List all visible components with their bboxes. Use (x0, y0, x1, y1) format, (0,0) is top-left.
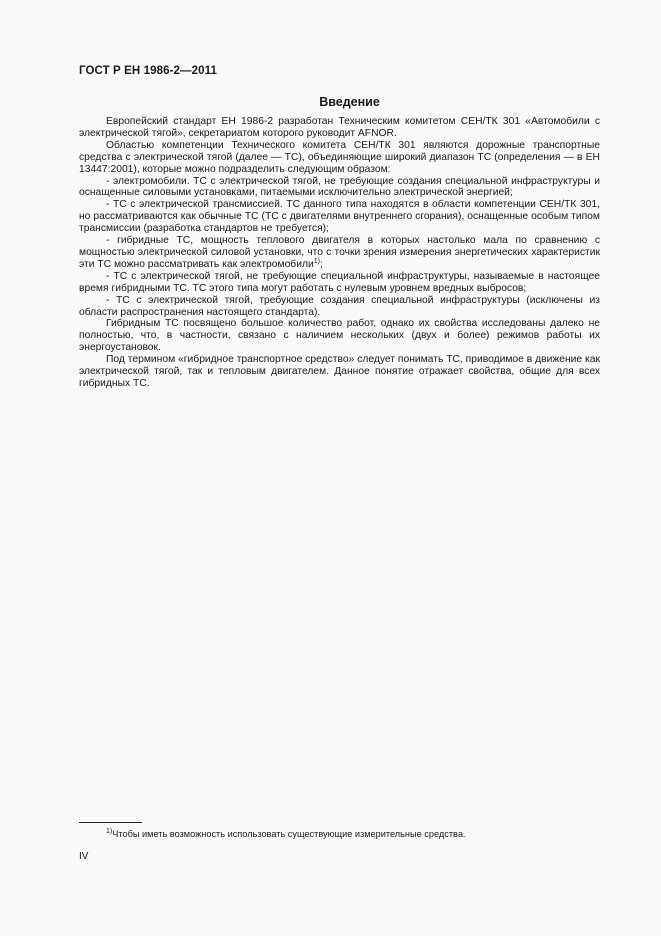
list-item: - ТС с электрической тягой, требующие создания специальной инфраструктуры (исключены из области распространения настоящего стандарта). (79, 294, 600, 318)
footnote-reference[interactable]: 1) (313, 257, 320, 265)
document-header: ГОСТ Р ЕН 1986-2—2011 (79, 65, 217, 77)
list-item: - ТС с электрической тягой, не требующие специальной инфраструктуры, называемые в настоящее время гибридными ТС. ТС этого типа могут работать с нулевым уровнем вредных выбросов; (79, 270, 600, 294)
paragraph: Гибридным ТС посвящено большое количество работ, однако их свойства исследованы далеко не полностью, что, в частности, связано с наличием нескольких (двух и более) режимов работы их энергоустановок. (79, 318, 600, 354)
footnote-text: Чтобы иметь возможность использовать существующие измерительные средства. (112, 829, 466, 839)
list-item-tail: ; (319, 258, 323, 270)
list-item (79, 235, 600, 271)
list-item: - электромобили. ТС с электрической тягой, не требующие создания специальной инфраструктуры и оснащенные силовыми установками, питаемыми исключительно электрической энергией; (79, 175, 600, 199)
page-number: IV (79, 851, 89, 862)
footnote-marker: 1) (106, 828, 113, 835)
paragraph: Под термином «гибридное транспортное средство» следует понимать ТС, приводимое в движение как электрической тягой, так и тепловым двигателем. Данное понятие отражает свойства, общие для всех гибридных ТС. (79, 354, 600, 389)
section-title: Введение (319, 95, 380, 109)
paragraph: Областью компетенции Технического комитета СЕН/ТК 301 являются дорожные транспортные средства с электрической тягой (далее — ТС), объединяющие широкий диапазон ТС (определения — в ЕН 13447:2001), которые можно подразделить следующим образом: (79, 139, 600, 175)
list-item: - ТС с электрической трансмиссией. ТС данного типа находятся в области компетенции СЕН/ТК 301, но рассматриваются как обычные ТС (ТС с двигателями внутреннего сгорания), оснащенные особым типом трансмиссии (разработка стандартов не требуется); (79, 199, 600, 235)
body-text (79, 116, 600, 390)
paragraph: Европейский стандарт ЕН 1986-2 разработан Техническим комитетом СЕН/ТК 301 «Автомобили с электрической тягой», секретариатом которого руководит AFNOR. (79, 116, 600, 139)
list-item-text: - гибридные ТС, мощность теплового двигателя в которых настолько мала по сравнению с мощностью электрической силовой установки, что с точки зрения измерения энергетических характеристик эти ТС можно рассматривать как электромобили (79, 235, 600, 270)
footnote-divider (79, 822, 142, 823)
footnote (106, 829, 465, 839)
